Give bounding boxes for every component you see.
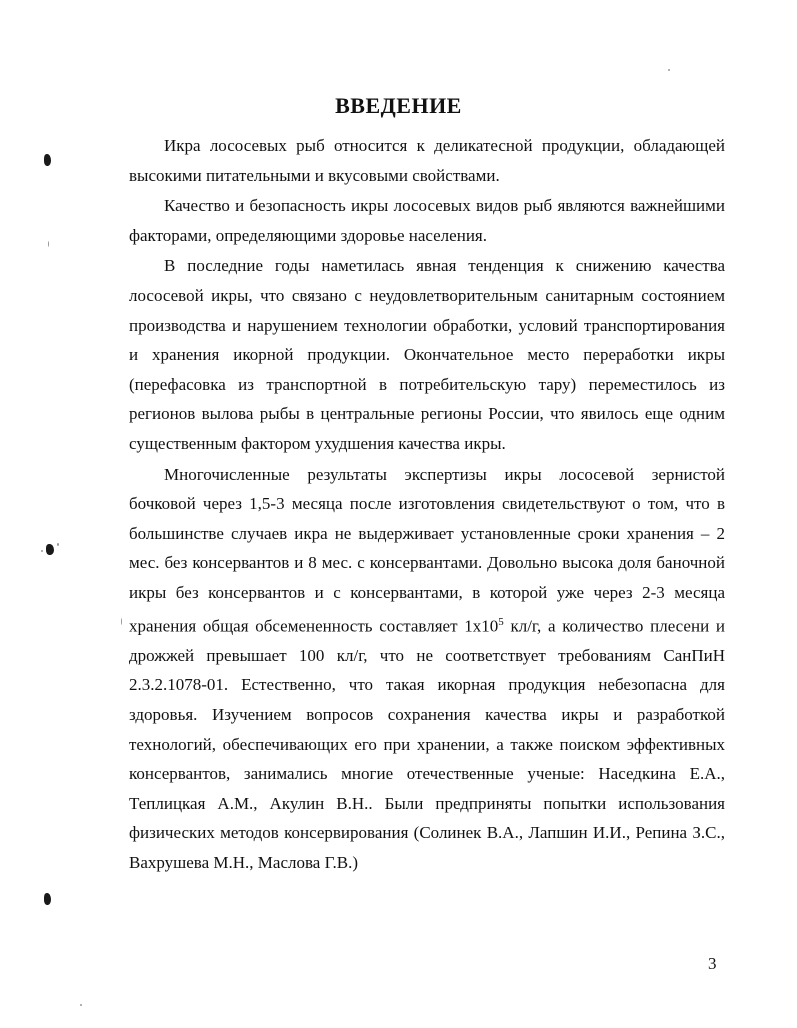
scan-mark bbox=[44, 154, 51, 166]
page-title: ВВЕДЕНИЕ bbox=[335, 93, 462, 118]
body-text bbox=[129, 131, 725, 878]
paragraph-text-part: кл/г, а количество плесени и дрожжей превышает 100 кл/г, что не соответствует требованиям СанПиН 2.3.2.1078-01. Естественно, что такая икорная продукция небезопасна для здоровья. Изучением вопросов сохранения качества икры и разработкой технологий, обеспечивающих его при хранении, а также поиском эффективных консервантов, занимались многие отечественные ученые: Наседкина Е.А., Теплицкая А.М., Акулин В.Н.. Были предприняты попытки использования физических методов консервирования (Солинек В.А., Лапшин И.И., Репина З.С., Вахрушева М.Н., Маслова Г.В.) bbox=[129, 616, 725, 872]
scan-speck bbox=[80, 1004, 82, 1006]
paragraph-intro: Икра лососевых рыб относится к деликатесной продукции, обладающей высокими питательными и вкусовыми свойствами. bbox=[129, 136, 725, 185]
exponent: 5 bbox=[498, 615, 504, 628]
paragraph-quality-safety: Качество и безопасность икры лососевых видов рыб являются важнейшими факторами, определяющими здоровье населения. bbox=[129, 196, 725, 245]
scan-speck bbox=[48, 241, 49, 247]
paragraph-expertise-results bbox=[129, 460, 725, 878]
scan-speck bbox=[57, 543, 59, 546]
scan-speck bbox=[41, 550, 43, 552]
scan-speck bbox=[668, 69, 670, 71]
scan-speck bbox=[121, 618, 122, 625]
paragraph-text-part: Многочисленные результаты экспертизы икры лососевой зернистой бочковой через 1,5-3 месяца после изготовления свидетельствуют о том, что в большинстве случаев икра не выдерживает установленные сроки хранения – 2 мес. без консервантов и 8 мес. с консервантами. Довольно высока доля баночной икры без консервантов и с консервантами, в которой уже через 2-3 месяца хранения общая обсемененность составляет 1х10 bbox=[129, 464, 725, 636]
scan-mark bbox=[46, 544, 54, 555]
page-number: 3 bbox=[708, 954, 717, 973]
paragraph-quality-decline: В последние годы наметилась явная тенденция к снижению качества лососевой икры, что связано с неудовлетворительным санитарным состоянием производства и нарушением технологии обработки, условий транспортирования и хранения икорной продукции. Окончательное место переработки икры (перефасовка из транспортной в потребительскую тару) переместилось из регионов вылова рыбы в центральные регионы России, что явилось еще одним существенным фактором ухудшения качества икры. bbox=[129, 256, 725, 453]
scan-mark bbox=[44, 893, 51, 905]
